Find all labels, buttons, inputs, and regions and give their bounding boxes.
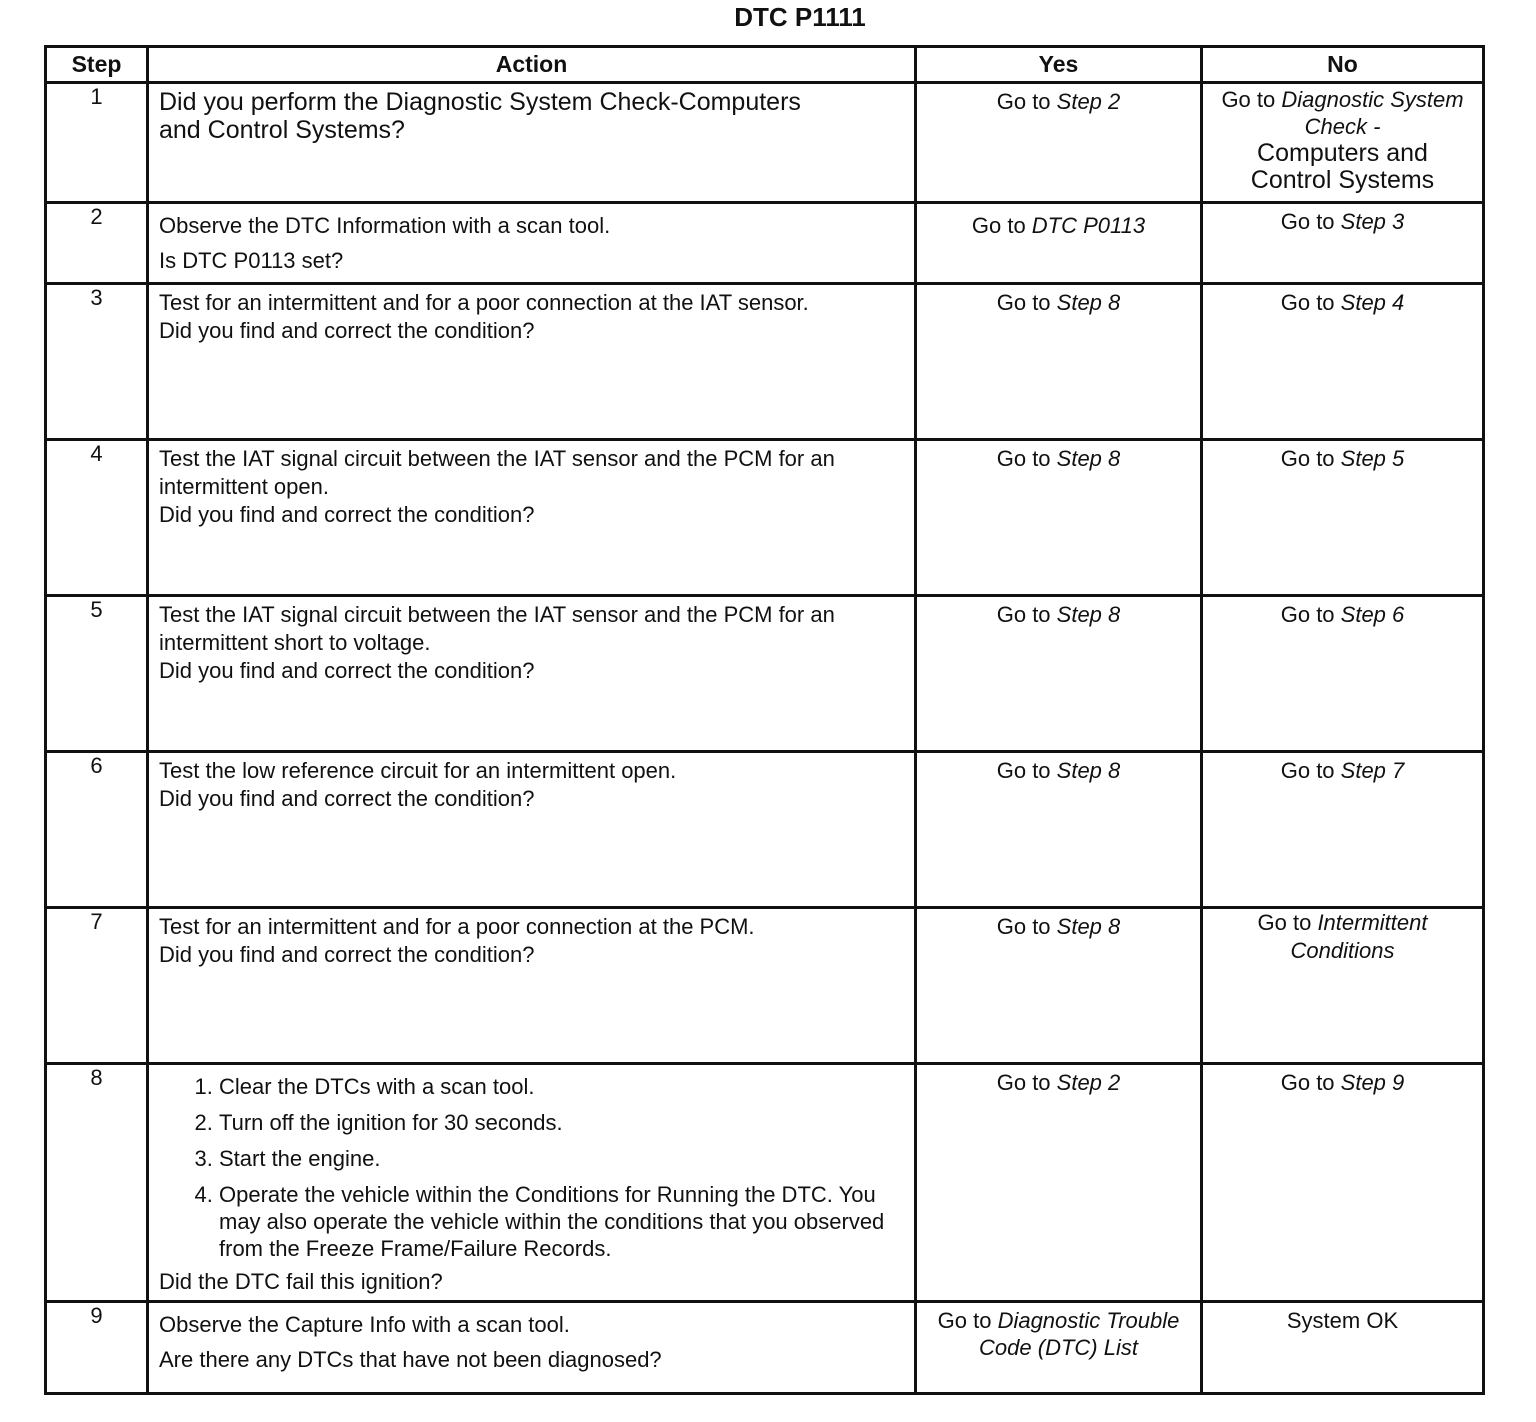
header-yes: Yes <box>916 47 1202 83</box>
table-row <box>46 440 1484 596</box>
no-suffix: Computers and Control Systems <box>1250 139 1435 194</box>
list-item: 4. Operate the vehicle within the Conditions for Running the DTC. You may also operate the vehicle within the conditions that you observed from the Freeze Frame/Failure Records. <box>219 1181 900 1262</box>
yes-cell <box>916 440 1202 596</box>
no-cell <box>1202 284 1484 440</box>
action-cell <box>148 440 916 596</box>
yes-link[interactable]: Step 8 <box>1056 290 1121 315</box>
action-question: Did you find and correct the condition? <box>159 942 535 967</box>
no-cell <box>1202 203 1484 284</box>
yes-link[interactable]: Step 8 <box>1056 446 1121 471</box>
no-prefix: Go to <box>1280 290 1341 315</box>
action-question: Did you find and correct the condition? <box>159 502 535 527</box>
action-question: Did you find and correct the condition? <box>159 658 535 683</box>
yes-link[interactable]: Step 8 <box>1056 758 1121 783</box>
yes-cell <box>916 284 1202 440</box>
yes-prefix: Go to <box>996 914 1057 939</box>
header-row <box>46 47 1484 83</box>
action-text: Test for an intermittent and for a poor connection at the IAT sensor. <box>159 290 809 315</box>
no-cell <box>1202 440 1484 596</box>
table-row <box>46 83 1484 203</box>
action-cell <box>148 596 916 752</box>
list-item: 3. Start the engine. <box>219 1145 900 1172</box>
yes-cell <box>916 1064 1202 1302</box>
no-prefix: Go to <box>1280 446 1341 471</box>
action-cell <box>148 203 916 284</box>
page-title: DTC P1111 <box>734 2 866 32</box>
yes-prefix: Go to <box>937 1308 998 1333</box>
action-cell <box>148 83 916 203</box>
yes-cell <box>916 1302 1202 1394</box>
step-number: 3 <box>46 284 148 440</box>
step-number: 8 <box>46 1064 148 1302</box>
yes-link[interactable]: Step 8 <box>1056 602 1121 627</box>
action-text: Test the IAT signal circuit between the IAT sensor and the PCM for an intermittent open. <box>159 446 835 499</box>
yes-link[interactable]: Step 8 <box>1056 914 1121 939</box>
no-link[interactable]: Step 7 <box>1340 758 1405 783</box>
yes-prefix: Go to <box>996 446 1057 471</box>
yes-prefix: Go to <box>996 602 1057 627</box>
list-item: 1. Clear the DTCs with a scan tool. <box>219 1073 900 1100</box>
step-number: 4 <box>46 440 148 596</box>
yes-cell <box>916 203 1202 284</box>
action-question: Did you find and correct the condition? <box>159 318 535 343</box>
action-question: Did the DTC fail this ignition? <box>159 1269 443 1294</box>
step-number: 1 <box>46 83 148 203</box>
action-cell <box>148 752 916 908</box>
action-steps-list <box>159 1073 900 1266</box>
action-question: Is DTC P0113 set? <box>159 248 344 273</box>
no-link[interactable]: Step 6 <box>1340 602 1405 627</box>
no-text: System OK <box>1286 1308 1399 1333</box>
action-text: Observe the DTC Information with a scan tool. <box>159 213 611 238</box>
yes-link[interactable]: Step 2 <box>1056 1070 1121 1095</box>
table-row <box>46 752 1484 908</box>
yes-prefix: Go to <box>996 758 1057 783</box>
yes-cell <box>916 83 1202 203</box>
header-action: Action <box>148 47 916 83</box>
no-prefix: Go to <box>1221 87 1282 112</box>
action-cell <box>148 1302 916 1394</box>
action-text: Test for an intermittent and for a poor connection at the PCM. <box>159 914 755 939</box>
table-row <box>46 203 1484 284</box>
no-link[interactable]: Intermittent Conditions <box>1290 910 1428 963</box>
no-link[interactable]: Step 4 <box>1340 290 1405 315</box>
no-prefix: Go to <box>1257 910 1318 935</box>
action-text: Test the low reference circuit for an intermittent open. <box>159 758 677 783</box>
table-row <box>46 1302 1484 1394</box>
yes-prefix: Go to <box>971 213 1032 238</box>
no-cell <box>1202 1302 1484 1394</box>
action-question: Are there any DTCs that have not been diagnosed? <box>159 1347 662 1372</box>
step-number: 9 <box>46 1302 148 1394</box>
no-link[interactable]: Diagnostic System Check - <box>1281 87 1464 139</box>
no-prefix: Go to <box>1280 602 1341 627</box>
yes-cell <box>916 908 1202 1064</box>
no-link[interactable]: Step 9 <box>1340 1070 1405 1095</box>
table-row <box>46 908 1484 1064</box>
step-number: 5 <box>46 596 148 752</box>
no-prefix: Go to <box>1280 758 1341 783</box>
table-row <box>46 596 1484 752</box>
dtc-table <box>44 45 1485 1395</box>
table-row <box>46 284 1484 440</box>
yes-link[interactable]: Diagnostic Trouble Code (DTC) List <box>979 1308 1180 1360</box>
header-no: No <box>1202 47 1484 83</box>
no-cell <box>1202 596 1484 752</box>
no-cell <box>1202 908 1484 1064</box>
action-text: Observe the Capture Info with a scan tool. <box>159 1312 570 1337</box>
action-cell <box>148 284 916 440</box>
header-step: Step <box>46 47 148 83</box>
yes-link[interactable]: DTC P0113 <box>1031 213 1146 238</box>
step-number: 2 <box>46 203 148 284</box>
yes-prefix: Go to <box>996 89 1057 114</box>
yes-cell <box>916 596 1202 752</box>
action-cell <box>148 1064 916 1302</box>
action-text: Did you perform the Diagnostic System Check-Computers and Control Systems? <box>159 88 801 144</box>
step-number: 7 <box>46 908 148 1064</box>
no-link[interactable]: Step 5 <box>1340 446 1405 471</box>
action-text: Test the IAT signal circuit between the IAT sensor and the PCM for an intermittent short to voltage. <box>159 602 835 655</box>
no-prefix: Go to <box>1280 1070 1341 1095</box>
yes-cell <box>916 752 1202 908</box>
yes-prefix: Go to <box>996 290 1057 315</box>
action-cell <box>148 908 916 1064</box>
step-number: 6 <box>46 752 148 908</box>
yes-prefix: Go to <box>996 1070 1057 1095</box>
no-link[interactable]: Step 3 <box>1340 209 1405 234</box>
no-cell <box>1202 752 1484 908</box>
list-item: 2. Turn off the ignition for 30 seconds. <box>219 1109 900 1136</box>
no-cell <box>1202 1064 1484 1302</box>
yes-link[interactable]: Step 2 <box>1056 89 1121 114</box>
table-row <box>46 1064 1484 1302</box>
no-cell <box>1202 83 1484 203</box>
action-question: Did you find and correct the condition? <box>159 786 535 811</box>
no-prefix: Go to <box>1280 209 1341 234</box>
